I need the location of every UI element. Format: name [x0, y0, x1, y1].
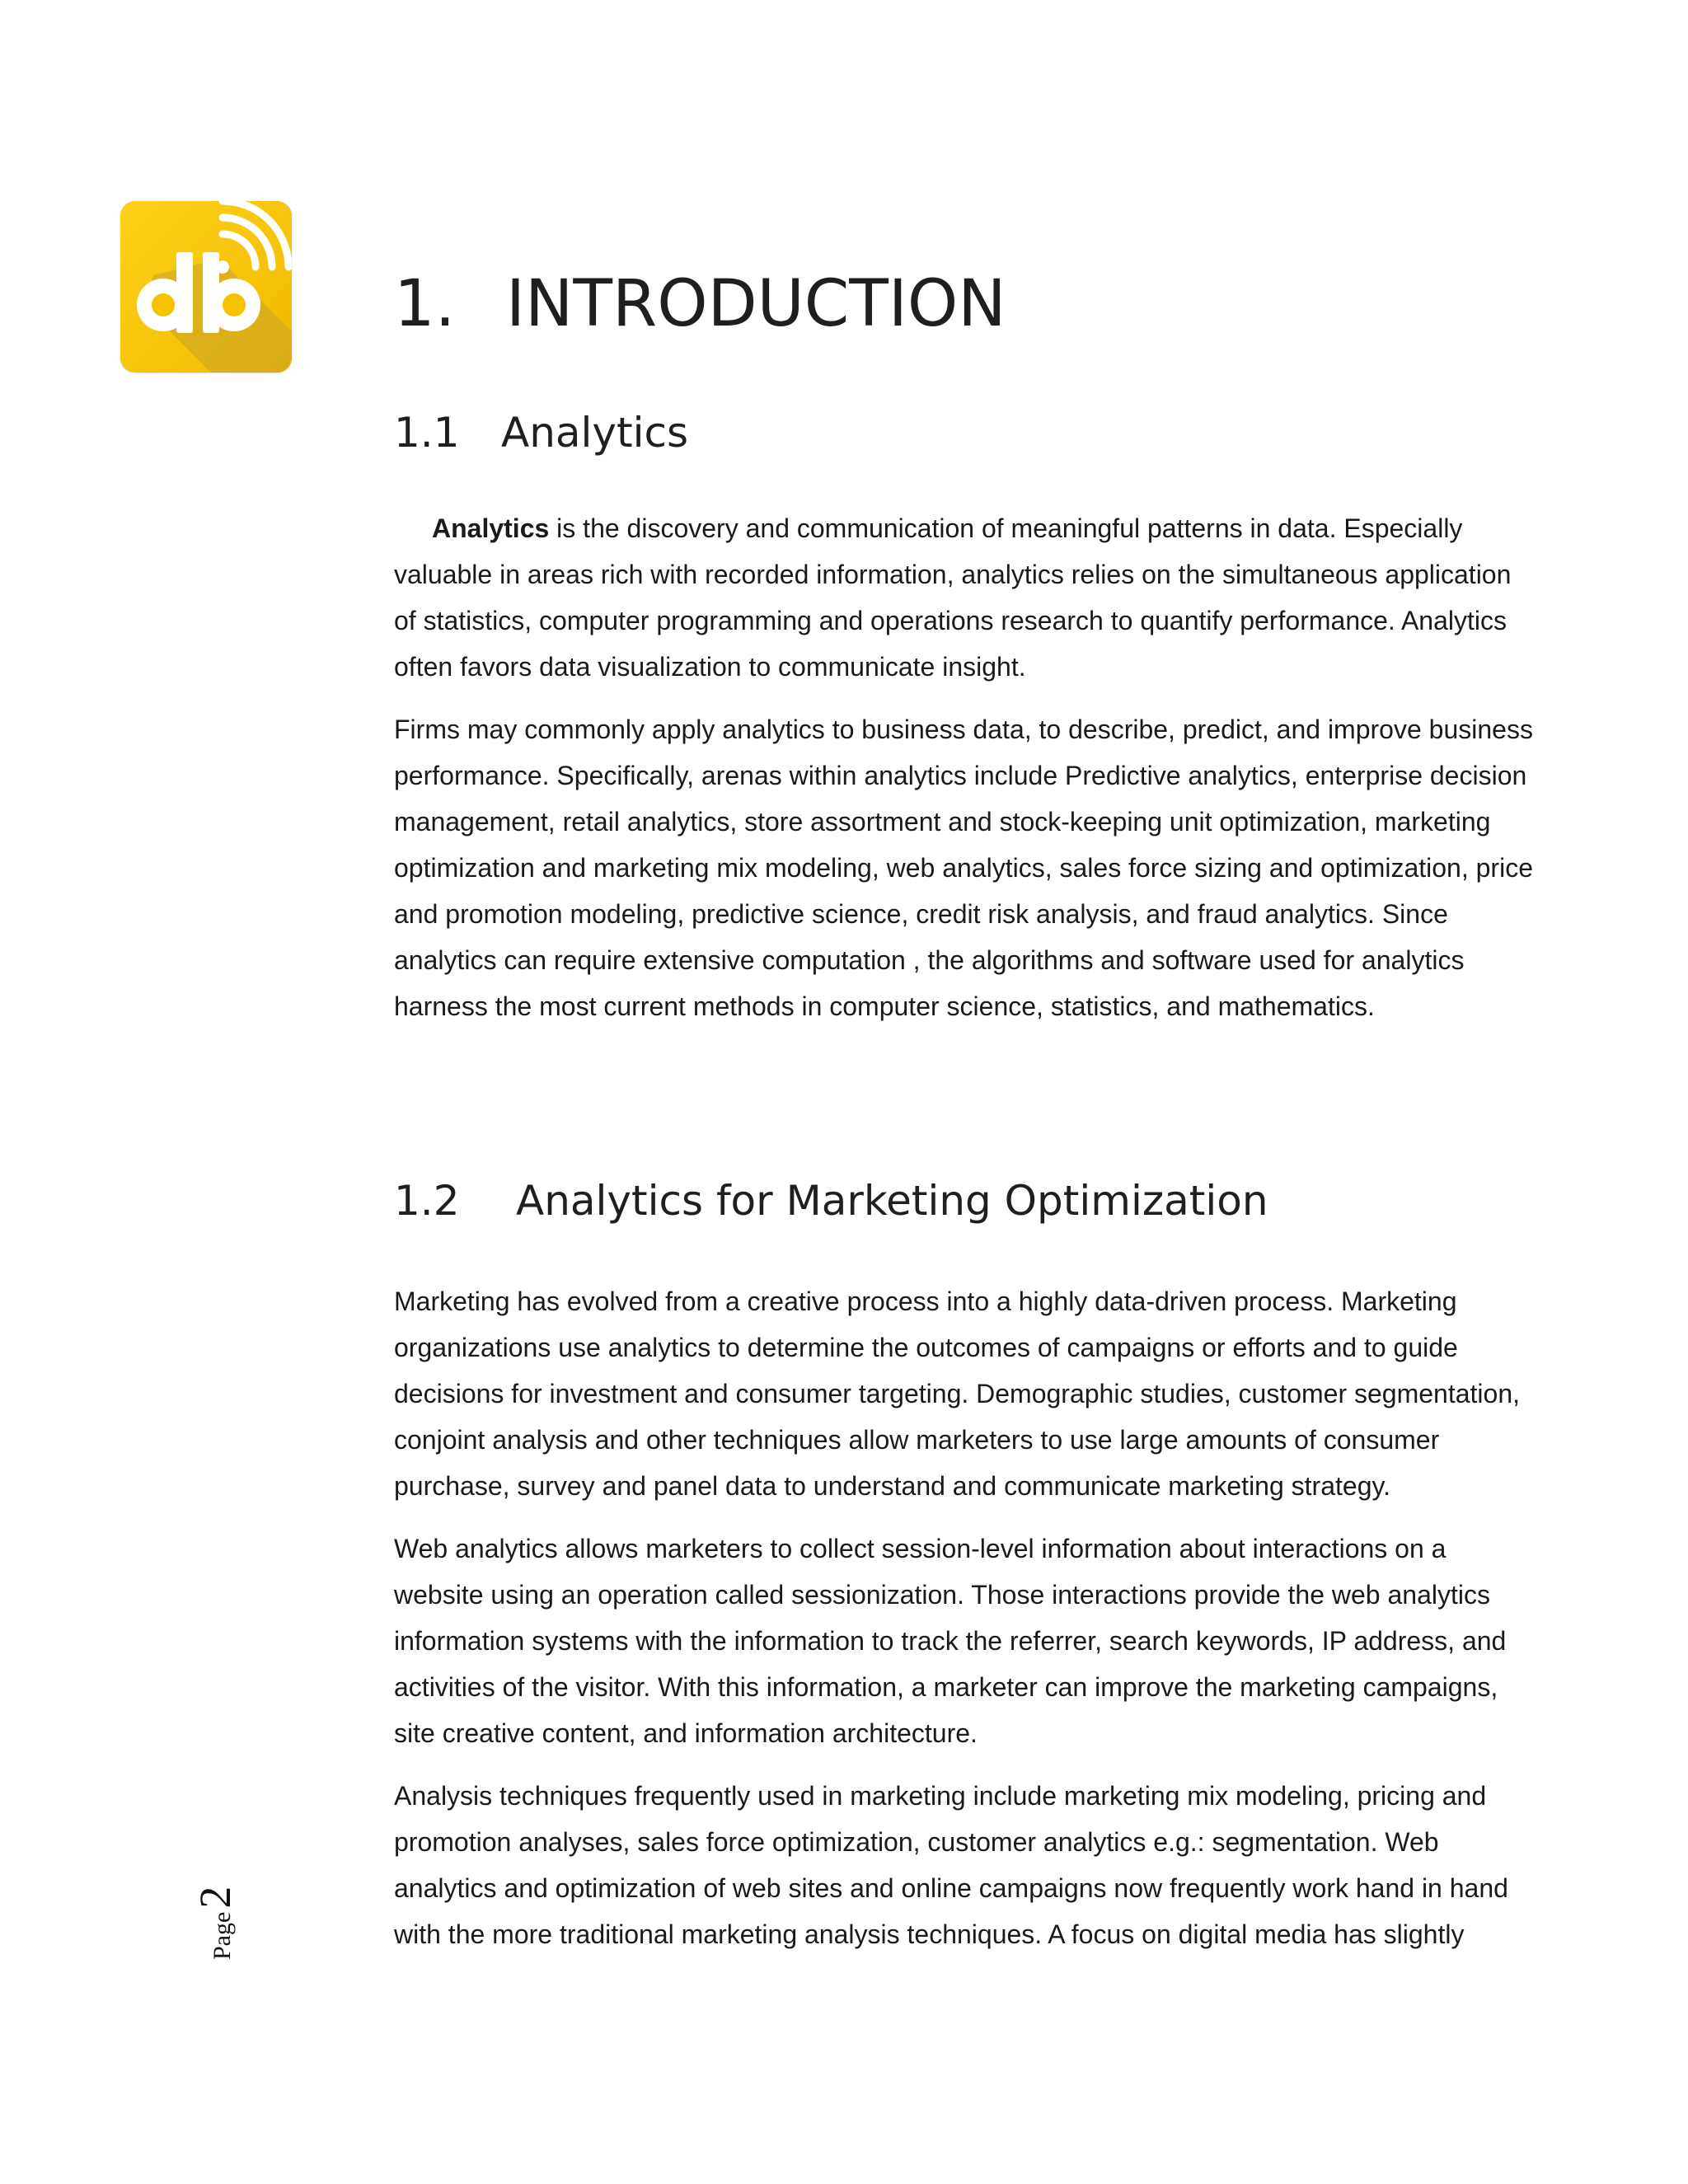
paragraph-line: Analytics is the discovery and communication of meaningful patterns in data. Especially — [432, 513, 1463, 543]
paragraph-line: harness the most current methods in computer science, statistics, and mathematics. — [394, 991, 1375, 1021]
paragraph-line: purchase, survey and panel data to understand and communicate marketing strategy. — [394, 1471, 1390, 1501]
paragraph-line: promotion analyses, sales force optimization, customer analytics e.g.: segmentation. Web — [394, 1827, 1439, 1857]
paragraph-line: activities of the visitor. With this information, a marketer can improve the marketing campaigns, — [394, 1672, 1498, 1702]
paragraph-line: of statistics, computer programming and operations research to quantify performance. Analytics — [394, 606, 1507, 635]
page-number — [190, 1787, 239, 1960]
section-number: 1.1 — [394, 409, 460, 457]
chapter-number: 1. — [394, 267, 456, 341]
section-heading-analytics — [394, 409, 689, 457]
paragraph-line: valuable in areas rich with recorded information, analytics relies on the simultaneous application — [394, 560, 1512, 589]
section-title: Analytics — [501, 409, 689, 457]
paragraph-web-analytics — [394, 1526, 1581, 1756]
paragraph-line: organizations use analytics to determine the outcomes of campaigns or efforts and to guide — [394, 1333, 1458, 1362]
paragraph-analytics-business — [394, 706, 1581, 1029]
db-wifi-logo-icon — [120, 201, 292, 373]
paragraph-line: with the more traditional marketing analysis techniques. A focus on digital media has slightly — [394, 1919, 1465, 1949]
chapter-title: INTRODUCTION — [506, 267, 1006, 341]
paragraph-line: Analysis techniques frequently used in marketing include marketing mix modeling, pricing and — [394, 1781, 1487, 1811]
paragraph-line: Firms may commonly apply analytics to business data, to describe, predict, and improve business — [394, 715, 1533, 744]
section-number: 1.2 — [394, 1177, 460, 1225]
paragraph-analysis-techniques — [394, 1773, 1581, 1957]
paragraph-line: information systems with the information to track the referrer, search keywords, IP address, and — [394, 1626, 1507, 1656]
paragraph-line: Marketing has evolved from a creative process into a highly data-driven process. Marketing — [394, 1286, 1457, 1316]
paragraph-line: decisions for investment and consumer targeting. Demographic studies, customer segmentation, — [394, 1379, 1521, 1408]
chapter-heading — [394, 267, 1006, 341]
section-title: Analytics for Marketing Optimization — [516, 1177, 1268, 1225]
paragraph-line: website using an operation called sessionization. Those interactions provide the web analytics — [394, 1580, 1490, 1610]
paragraph-line: analytics can require extensive computation , the algorithms and software used for analytics — [394, 945, 1465, 975]
paragraph-line: conjoint analysis and other techniques allow marketers to use large amounts of consumer — [394, 1425, 1440, 1455]
paragraph-line: site creative content, and information architecture. — [394, 1718, 978, 1748]
paragraph-line: analytics and optimization of web sites and online campaigns now frequently work hand in hand — [394, 1873, 1508, 1903]
paragraph-line: management, retail analytics, store assortment and stock-keeping unit optimization, marketing — [394, 807, 1491, 837]
paragraph-line: often favors data visualization to communicate insight. — [394, 652, 1026, 682]
page-word: Page — [209, 1911, 236, 1960]
bold-term: Analytics — [432, 513, 550, 543]
paragraph-line: optimization and marketing mix modeling, web analytics, sales force sizing and optimization, price — [394, 853, 1533, 883]
paragraph-line: Web analytics allows marketers to collect session-level information about interactions on a — [394, 1534, 1447, 1563]
paragraph-analytics-definition — [394, 505, 1581, 690]
section-heading-marketing-optimization — [394, 1177, 1268, 1225]
paragraph-line: and promotion modeling, predictive science, credit risk analysis, and fraud analytics. Since — [394, 899, 1448, 929]
paragraph-marketing-evolution — [394, 1278, 1581, 1509]
paragraph-line: performance. Specifically, arenas within analytics include Predictive analytics, enterprise decision — [394, 761, 1527, 790]
page-number-value: 2 — [190, 1886, 240, 1909]
